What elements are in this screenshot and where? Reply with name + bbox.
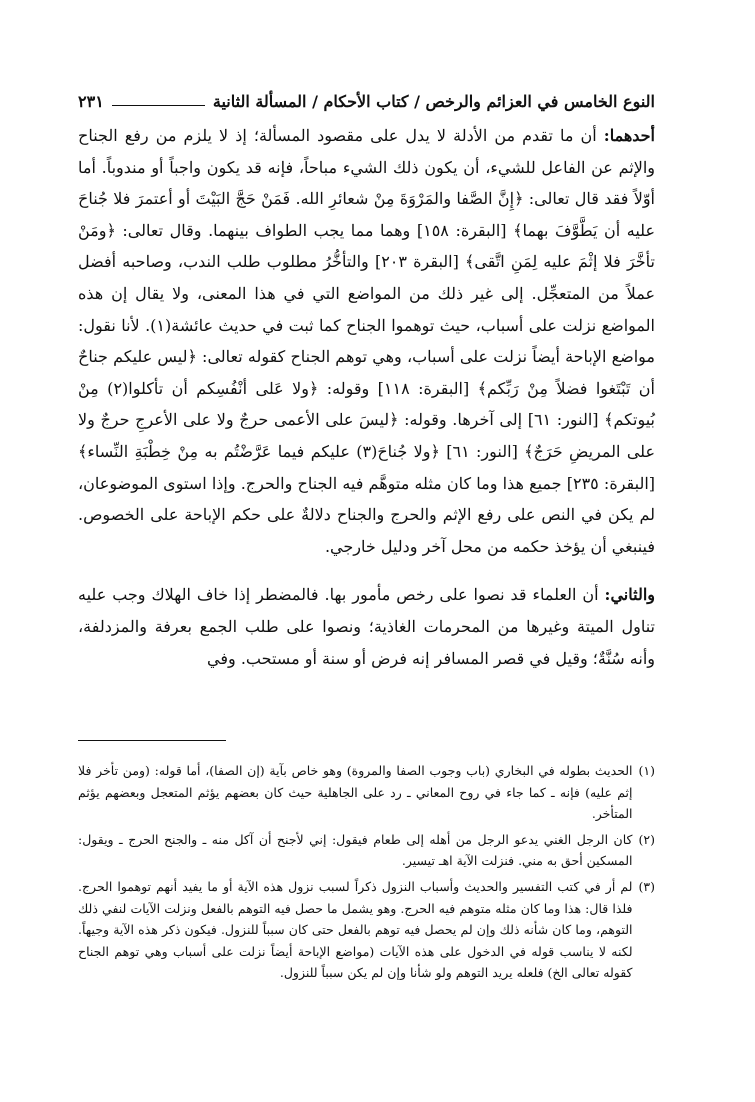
paragraph-1-lead: أحدهما: — [603, 126, 655, 145]
footnote-1 — [78, 760, 655, 825]
paragraph-1-text: أن ما تقدم من الأدلة لا يدل على مقصود المسألة؛ إذ لا يلزم من رفع الجناح والإثم عن الفاعل للشيء، أن يكون ذلك الشيء مباحاً، فإنه قد يكون واجباً أو مندوباً. أما أوّلاً فقد قال تعالى: ﴿إِنَّ الصَّفا والمَرْوَةَ مِنْ شعائرِ الله. فَمَنْ حَجَّ البَيْتَ أو أعتمرَ فلا جُناحَ عليه أن يَطَّوَّفَ بهما﴾ [البقرة: ١٥٨] وهما مما يجب الطواف بينهما. وقال تعالى: ﴿ومَنْ تأخَّرَ فلا إثْمَ عليه لِمَنِ اتَّقى﴾ [البقرة ٢٠٣] والتأخُّرُ مطلوب طلب الندب، وصاحبه أفضل عملاً من المتعجِّل. إلى غير ذلك من المواضع التي في هذا المعنى، ولا يقال إن هذه المواضع نزلت على أسباب، حيث توهموا الجناح كما ثبت في حديث عائشة(١). لأنا نقول: مواضع الإباحة أيضاً نزلت على أسباب، وهي توهم الجناح كقوله تعالى: ﴿ليس عليكم جناحٌ أن تَبْتَغوا فضلاً مِنْ رَبِّكم﴾ [البقرة: ١١٨] وقوله: ﴿ولا عَلى أنْفُسِكم أن تأكلوا(٢) مِنْ بُيوتكم﴾ [النور: ٦١] إلى آخرها. وقوله: ﴿ليسَ على الأعمى حرجٌ ولا على الأعرجِ حرجٌ ولا على المريضِ حَرَجٌ﴾ [النور: ٦١] ﴿ولا جُناحَ(٣) عليكم فيما عَرَّضْتُم به مِنْ خِطْبَةِ النِّساء﴾ [البقرة: ٢٣٥] جميع هذا وما كان مثله متوهَّم فيه الجناح والحرج. وإذا استوى الموضوعان، لم يكن في النص على رفع الإثم والحرج والجناح دلالةٌ على حكم الإباحة على الخصوص. فينبغي أن يؤخذ حكمه من محل آخر ودليل خارجي. — [78, 126, 656, 556]
paragraph-2-lead: والثاني: — [604, 585, 655, 605]
running-header — [78, 86, 655, 116]
main-text — [78, 120, 655, 674]
footnote-text: لم أر في كتب التفسير والحديث وأسباب النزول ذكراً لسبب نزول هذه الآية أو ما يفيد أنهم توهموا الحرج. فلذا قال: هذا وما كان مثله متوهم فيه الحرج. وهو يشمل ما حصل فيه التوهم بالفعل ونزلت الآيات لنفي ذلك التوهم، وما كان شأنه ذلك وإن لم يحصل فيه توهم بالفعل حتى كان سبباً للنزول. فيكون ذكر هذه الآية وجيهاً. لكنه لا يناسب قوله في الدخول على هذه الآيات (مواضع الإباحة أيضاً نزلت على أسباب وهي توهم الجناح كقوله تعالى الخ) فلعله يريد التوهم ولو شأنا وإن لم يكن سبباً للنزول. — [78, 878, 633, 981]
header-title: النوع الخامس في العزائم والرخص / كتاب الأحكام / المسألة الثانية — [212, 91, 655, 111]
paragraph-2-text: أن العلماء قد نصوا على رخص مأمور بها. فالمضطر إذا خاف الهلاك وجب عليه تناول الميتة وغيرها من المحرمات الغاذية؛ ونصوا على طلب الجمع بعرفة والمزدلفة، وأنه سُنَّةٌ؛ وقيل في قصر المسافر إنه فرض أو سنة أو مستحب. وفي — [78, 585, 655, 668]
footnotes — [78, 760, 655, 988]
footnote-separator — [78, 740, 226, 741]
footnote-number: (١) — [638, 763, 655, 778]
footnote-3 — [78, 876, 655, 984]
footnote-number: (٢) — [638, 831, 655, 847]
page-number: ٢٣١ — [78, 91, 104, 111]
paragraph-2 — [78, 579, 655, 674]
header-rule — [112, 105, 205, 106]
footnote-text: كان الرجل الغني يدعو الرجل من أهله إلى طعام فيقول: إني لأجنح أن آكل منه ـ والجنح الحرج ـ ويقول: المسكين أحق به مني. فنزلت الآية اهـ تيسير. — [78, 831, 633, 869]
footnote-2 — [78, 829, 655, 872]
footnote-text: الحديث بطوله في البخاري (باب وجوب الصفا والمروة) وهو خاص بآية (إن الصفا)، أما قوله: (ومن تأخر فلا إثم عليه) فإنه ـ كما جاء في روح المعاني ـ رد على الجاهلية حيث كان بعضهم يؤثم المتعجل وبعضهم يؤثم المتأخر. — [78, 763, 633, 822]
footnote-number: (٣) — [638, 878, 655, 894]
paragraph-1 — [78, 120, 655, 562]
